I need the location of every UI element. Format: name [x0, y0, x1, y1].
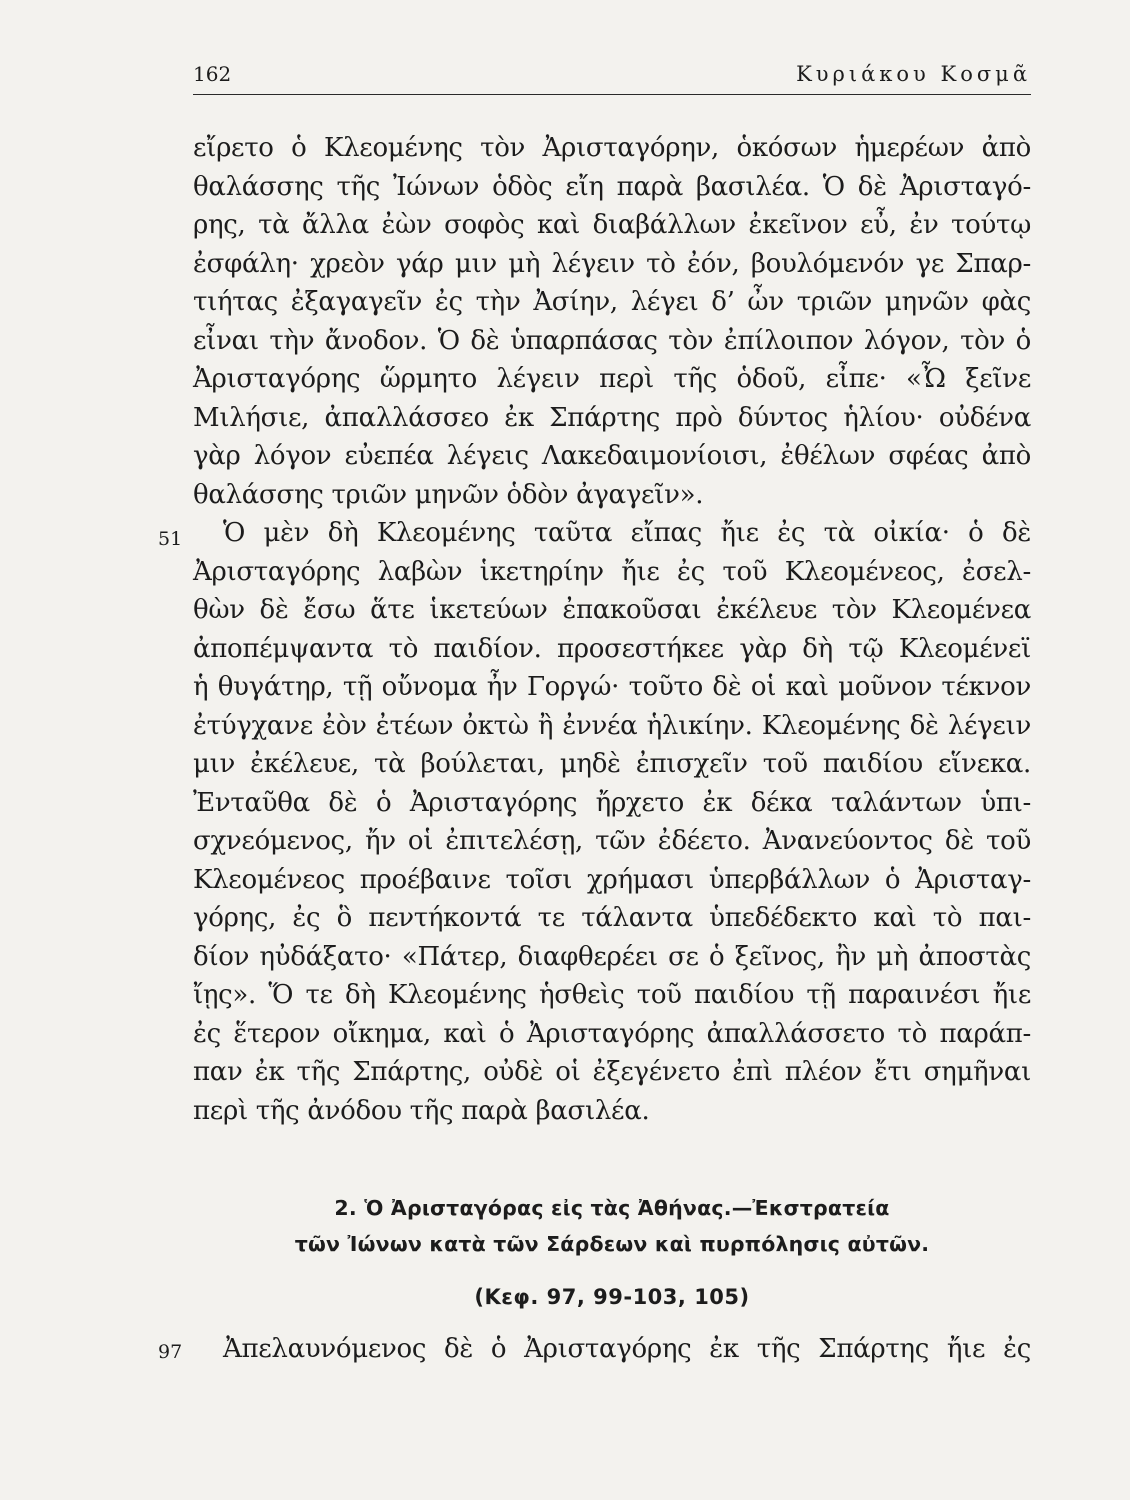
running-head: Κυριάκου Κοσμᾶ	[796, 62, 1031, 86]
section-heading-line-2: τῶν Ἰώνων κατὰ τῶν Σάρδεων καὶ πυρπόλησις αὐτῶν.	[294, 1232, 930, 1256]
text-line: Μιλήσιε, ἀπαλλάσσεο ἐκ Σπάρτης πρὸ δύντος ἡλίου· οὐδένα	[193, 402, 1031, 433]
text-line: ἡ θυγάτηρ, τῇ οὔνομα ἦν Γοργώ· τοῦτο δὲ οἱ καὶ μοῦνον τέκνον	[193, 672, 1031, 702]
text-line: δίον ηὐδάξατο· «Πάτερ, διαφθερέει σε ὁ ξεῖνος, ἢν μὴ ἀποστὰς	[193, 941, 1031, 972]
text-line: Ἀρισταγόρης ὥρμητο λέγειν περὶ τῆς ὁδοῦ, εἶπε· «Ὦ ξεῖνε	[193, 364, 1031, 394]
text-line: τιήτας ἐξαγαγεῖν ἐς τὴν Ἀσίην, λέγει δ’ ὦν τριῶν μηνῶν φὰς	[193, 287, 1031, 317]
text-line: θαλάσσης τῆς Ἰώνων ὁδὸς εἴη παρὰ βασιλέα. Ὁ δὲ Ἀρισταγό-	[193, 171, 1031, 202]
text-line: ἴῃς». Ὅ τε δὴ Κλεομένης ἡσθεὶς τοῦ παιδίου τῇ παραινέσι ἤιε	[193, 980, 1031, 1010]
chapter-reference: (Κεφ. 97, 99-103, 105)	[474, 1285, 750, 1309]
text-line: θὼν δὲ ἔσω ἅτε ἱκετεύων ἐπακοῦσαι ἐκέλευε τὸν Κλεομένεα	[193, 595, 1031, 625]
text-line: περὶ τῆς ἀνόδου τῆς παρὰ βασιλέα.	[193, 1095, 650, 1126]
text-line: εἴρετο ὁ Κλεομένης τὸν Ἀρισταγόρην, ὁκόσων ἡμερέων ἀπὸ	[193, 133, 1031, 163]
text-line: μιν ἐκέλευε, τὰ βούλεται, μηδὲ ἐπισχεῖν τοῦ παιδίου εἵνεκα.	[193, 749, 1031, 779]
page-number: 162	[193, 62, 232, 86]
text-line: Ἀρισταγόρης λαβὼν ἱκετηρίην ἤιε ἐς τοῦ Κλεομένεος, ἐσελ-	[193, 556, 1031, 587]
text-line: ἐς ἕτερον οἴκημα, καὶ ὁ Ἀρισταγόρης ἀπαλλάσσετο τὸ παράπ-	[193, 1018, 1031, 1049]
text-line: ἐσφάλη· χρεὸν γάρ μιν μὴ λέγειν τὸ ἐόν, βουλόμενόν γε Σπαρ-	[193, 248, 1031, 279]
page-header	[193, 60, 1031, 95]
text-line: γὰρ λόγον εὐεπέα λέγεις Λακεδαιμονίοισι, ἐθέλων σφέας ἀπὸ	[193, 441, 1031, 471]
text-line: θαλάσσης τριῶν μηνῶν ὁδὸν ἀγαγεῖν».	[193, 479, 704, 510]
margin-chapter-number: 51	[158, 528, 183, 550]
text-line: ἀποπέμψαντα τὸ παιδίον. προσεστήκεε γὰρ δὴ τῷ Κλεομένεϊ	[193, 633, 1031, 664]
text-line: ρης, τὰ ἄλλα ἐὼν σοφὸς καὶ διαβάλλων ἐκεῖνον εὖ, ἐν τούτῳ	[193, 210, 1031, 240]
text-line: Ἀπελαυνόμενος δὲ ὁ Ἀρισταγόρης ἐκ τῆς Σπάρτης ἤιε ἐς	[223, 1334, 1031, 1364]
text-line: γόρης, ἐς ὃ πεντήκοντά τε τάλαντα ὑπεδέδεκτο καὶ τὸ παι-	[193, 903, 1031, 933]
text-line: εἶναι τὴν ἄνοδον. Ὁ δὲ ὑπαρπάσας τὸν ἐπίλοιπον λόγον, τὸν ὁ	[193, 325, 1031, 356]
text-line: Ὁ μὲν δὴ Κλεομένης ταῦτα εἴπας ἤιε ἐς τὰ οἰκία· ὁ δὲ	[223, 518, 1031, 548]
section-heading-line-1: 2. Ὁ Ἀρισταγόρας εἰς τὰς Ἀθήνας.—Ἐκστρατεία	[334, 1196, 890, 1220]
margin-chapter-number: 97	[158, 1341, 183, 1363]
text-line: παν ἐκ τῆς Σπάρτης, οὐδὲ οἱ ἐξεγένετο ἐπὶ πλέον ἔτι σημῆναι	[193, 1057, 1031, 1087]
body-text-continuation	[193, 1330, 1031, 1369]
body-text	[193, 129, 1031, 1130]
text-line: σχνεόμενος, ἤν οἱ ἐπιτελέσῃ, τῶν ἐδέετο. Ἀνανεύοντος δὲ τοῦ	[193, 826, 1031, 856]
text-line: Ἐνταῦθα δὲ ὁ Ἀρισταγόρης ἤρχετο ἐκ δέκα ταλάντων ὑπι-	[193, 787, 1031, 818]
text-line: ἐτύγχανε ἐὸν ἐτέων ὀκτὼ ἢ ἐννέα ἡλικίην. Κλεομένης δὲ λέγειν	[193, 710, 1031, 741]
text-line: Κλεομένεος προέβαινε τοῖσι χρήμασι ὑπερβάλλων ὁ Ἀρισταγ-	[193, 864, 1031, 895]
